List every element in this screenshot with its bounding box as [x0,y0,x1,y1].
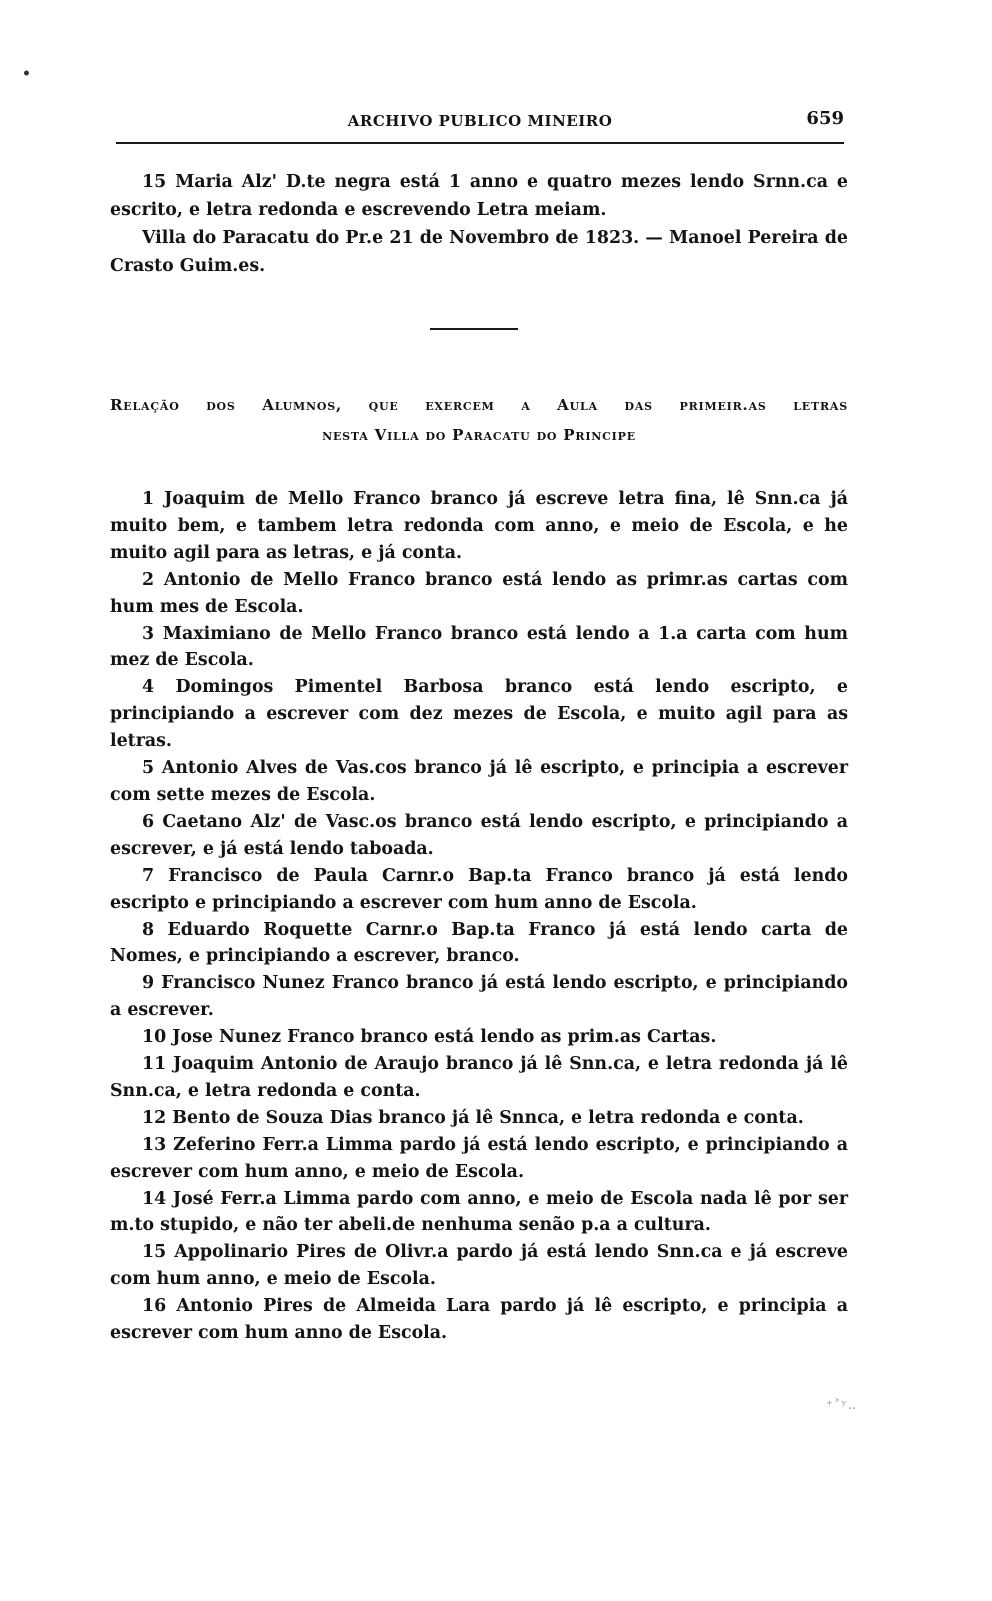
list-item: 3 Maximiano de Mello Franco branco está lendo a 1.a carta com hum mez de Escola. [110,623,848,671]
list-item: 15 Appolinario Pires de Olivr.a pardo já está lendo Snn.ca e já escreve com hum anno, e meio de Escola. [110,1242,848,1290]
paragraph: Villa do Paracatu do Pr.e 21 de Novembro de 1823. — Manoel Pereira de Crasto Guim.es. [110,228,848,276]
list-item: 2 Antonio de Mello Franco branco está lendo as primr.as cartas com hum mes de Escola. [110,569,848,617]
student-list [110,486,848,1347]
list-item: 14 José Ferr.a Limma pardo com anno, e meio de Escola nada lê por ser m.to stupido, e não ter abeli.de nenhuma senão p.a a cultura. [110,1188,848,1236]
list-item: 16 Antonio Pires de Almeida Lara pardo já lê escripto, e principia a escrever com hum anno de Escola. [110,1296,848,1344]
section-divider [430,328,518,330]
page-number: 659 [806,108,844,129]
list-item: 6 Caetano Alz' de Vasc.os branco está lendo escripto, e principiando a escrever, e já está lendo taboada. [110,811,848,859]
list-item: 12 Bento de Souza Dias branco já lê Snnca, e letra redonda e conta. [142,1107,804,1128]
list-item: 5 Antonio Alves de Vas.cos branco já lê escripto, e principia a escrever com sette mezes de Escola. [110,758,848,805]
closing-block [110,168,848,280]
list-item: 10 Jose Nunez Franco branco está lendo as prim.as Cartas. [142,1027,717,1048]
list-item: 1 Joaquim de Mello Franco branco já escreve letra fina, lê Snn.ca já muito bem, e tambem letra redonda com anno, e meio de Escola, e he muito agil para as letras, e já conta. [110,489,848,563]
list-item: 9 Francisco Nunez Franco branco já está lendo escripto, e principiando a escrever. [110,973,848,1021]
paragraph: 15 Maria Alz' D.te negra está 1 anno e quatro mezes lendo Srnn.ca e escrito, e letra redonda e escrevendo Letra meiam. [110,172,848,220]
list-item: 11 Joaquim Antonio de Araujo branco já lê Snn.ca, e letra redonda já lê Snn.ca, e letra redonda e conta. [110,1054,848,1101]
section-title-line: Relação dos Alumnos, que exercem a Aula das primeir.as letras [110,396,848,414]
header-rule [116,142,844,144]
list-item: 13 Zeferino Ferr.a Limma pardo já está lendo escripto, e principiando a escrever com hum anno, e meio de Escola. [110,1134,848,1182]
scan-mark: ⁺˃ʸ‥ [826,1398,858,1413]
list-item: 4 Domingos Pimentel Barbosa branco está lendo escripto, e principiando a escrever com dez mezes de Escola, e muito agil para as letras. [110,677,848,752]
running-header [116,108,844,140]
list-item: 7 Francisco de Paula Carnr.o Bap.ta Franco branco já está lendo escripto e principiando a escrever com hum anno de Escola. [110,865,848,913]
scan-speck: • [22,66,31,82]
section-title-line: nesta Villa do Paracatu do Principe [322,426,636,444]
list-item: 8 Eduardo Roquette Carnr.o Bap.ta Franco já está lendo carta de Nomes, e principiando a escrever, branco. [110,919,848,967]
section-title [110,390,848,450]
header-title: ARCHIVO PUBLICO MINEIRO [347,112,613,130]
